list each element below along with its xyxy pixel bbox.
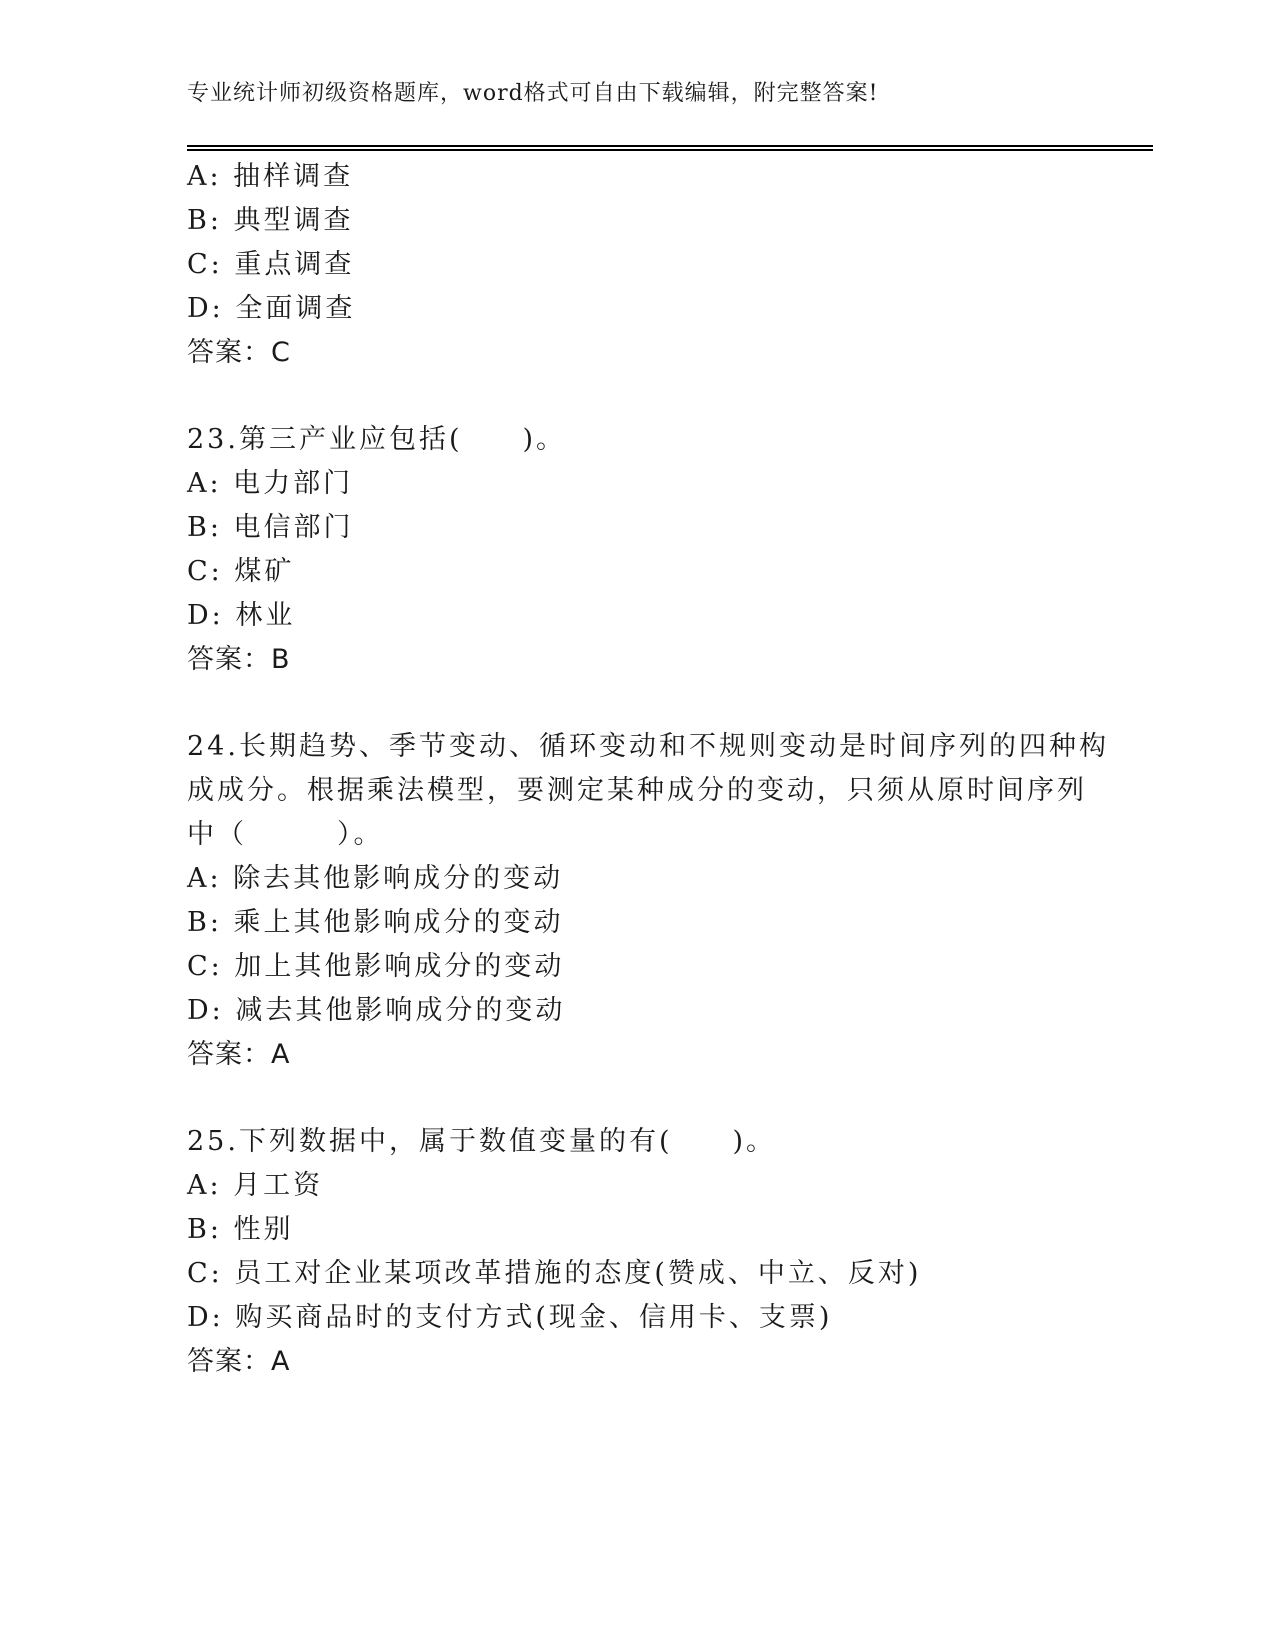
option-b: B: 典型调查 bbox=[187, 205, 354, 236]
answer: 答案：A bbox=[187, 1039, 291, 1070]
question-23-stem: 23.第三产业应包括( )。 bbox=[187, 424, 567, 455]
question-25-stem: 25.下列数据中，属于数值变量的有( )。 bbox=[187, 1126, 777, 1157]
option-a: A: 除去其他影响成分的变动 bbox=[187, 863, 564, 894]
option-a: A: 抽样调查 bbox=[187, 161, 354, 192]
answer: 答案：C bbox=[187, 337, 291, 368]
option-d: D: 购买商品时的支付方式(现金、信用卡、支票) bbox=[187, 1302, 833, 1333]
header-divider bbox=[187, 145, 1153, 151]
option-d: D: 全面调查 bbox=[187, 293, 356, 324]
answer: 答案：A bbox=[187, 1346, 291, 1377]
question-24-stem-line-1: 24.长期趋势、季节变动、循环变动和不规则变动是时间序列的四种构 bbox=[187, 731, 1109, 762]
option-d: D: 减去其他影响成分的变动 bbox=[187, 995, 566, 1026]
option-b: B: 电信部门 bbox=[187, 512, 354, 543]
option-a: A: 电力部门 bbox=[187, 468, 354, 499]
option-d: D: 林业 bbox=[187, 600, 296, 631]
option-a: A: 月工资 bbox=[187, 1170, 324, 1201]
page-header: 专业统计师初级资格题库，word格式可自由下载编辑，附完整答案! bbox=[187, 81, 879, 106]
option-c: C: 重点调查 bbox=[187, 249, 355, 280]
option-c: C: 员工对企业某项改革措施的态度(赞成、中立、反对) bbox=[187, 1258, 922, 1289]
option-c: C: 煤矿 bbox=[187, 556, 295, 587]
answer: 答案：B bbox=[187, 644, 291, 675]
option-b: B: 性别 bbox=[187, 1214, 294, 1245]
option-b: B: 乘上其他影响成分的变动 bbox=[187, 907, 564, 938]
question-24-stem-line-3: 中（ ）。 bbox=[187, 819, 384, 850]
option-c: C: 加上其他影响成分的变动 bbox=[187, 951, 565, 982]
question-24-stem-line-2: 成成分。根据乘法模型，要测定某种成分的变动，只须从原时间序列 bbox=[187, 775, 1087, 806]
